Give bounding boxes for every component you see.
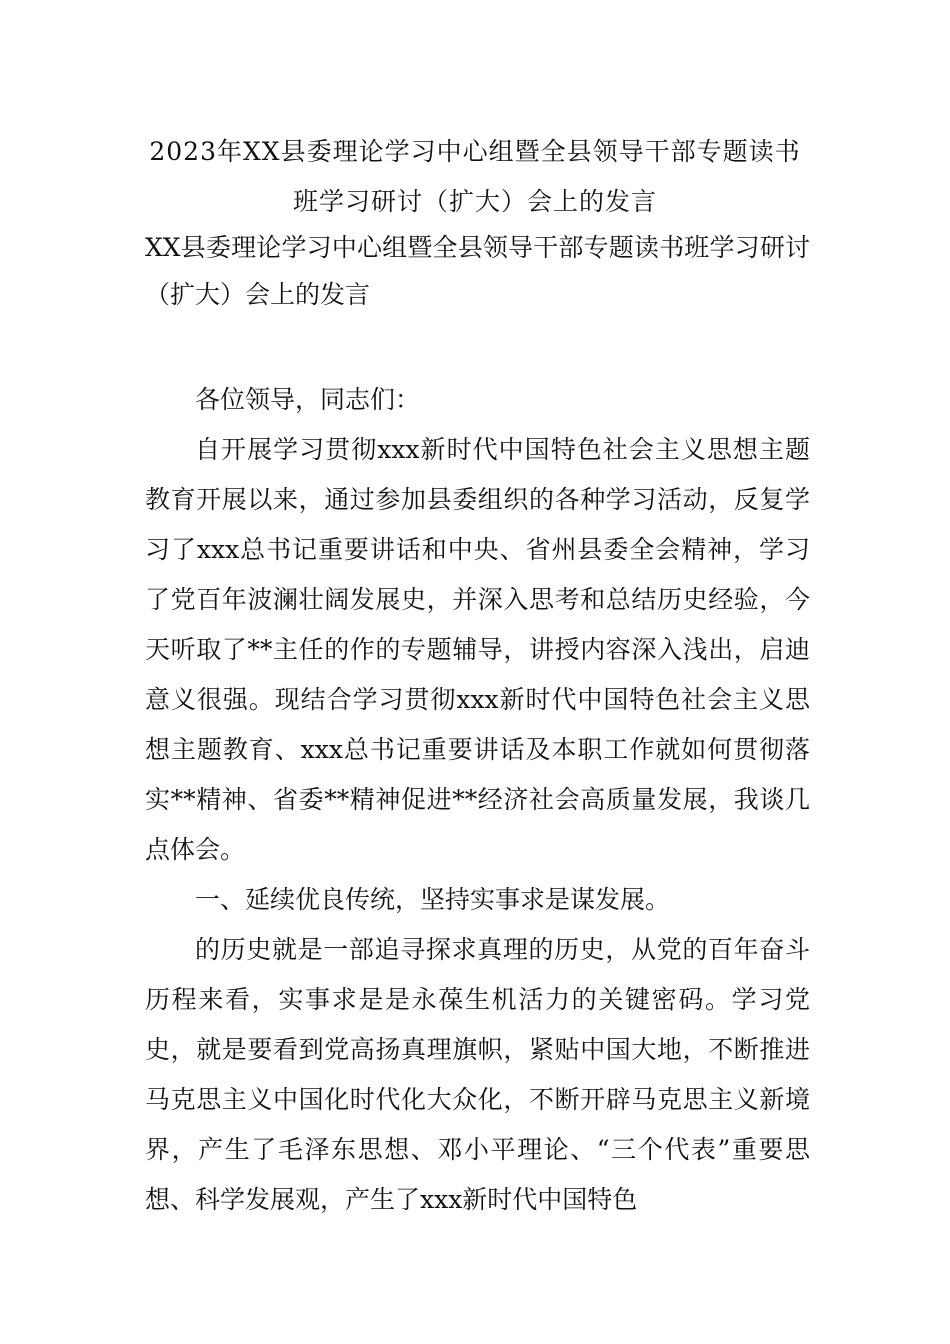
paragraph-1: 自开展学习贯彻xxx新时代中国特色社会主义思想主题教育开展以来，通过参加县委组织的各种学习活动，反复学习了xxx总书记重要讲话和中央、省州县委全会精神，学习了党百年波澜壮阔发展史，并深入思考和总结历史经验，今天听取了**主任的作的专题辅导，讲授内容深入浅出，启迪意义很强。现结合学习贯彻xxx新时代中国特色社会主义思想主题教育、xxx总书记重要讲话及本职工作就如何贯彻落实**精神、省委**精神促进**经济社会高质量发展，我谈几点体会。 (145, 435, 810, 864)
greeting: 各位领导，同志们： (195, 385, 421, 414)
document-subtitle: XX县委理论学习中心组暨全县领导干部专题读书班学习研讨（扩大）会上的发言 (145, 233, 810, 309)
document-title-line-1: 2023年XX县委理论学习中心组暨全县领导干部专题读书 (149, 137, 801, 166)
paragraph-2: 的历史就是一部追寻探求真理的历史，从党的百年奋斗历程来看，实事求是是永葆生机活力的关键密码。学习党史，就是要看到党高扬真理旗帜，紧贴中国大地，不断推进马克思主义中国化时代化大众化，不断开辟马克思主义新境界，产生了毛泽东思想、邓小平理论、“三个代表”重要思想、科学发展观，产生了xxx新时代中国特色 (145, 935, 810, 1214)
document-title-line-2: 班学习研讨（扩大）会上的发言 (292, 187, 657, 216)
section-heading-1: 一、延续优良传统，坚持实事求是谋发展。 (195, 885, 671, 914)
